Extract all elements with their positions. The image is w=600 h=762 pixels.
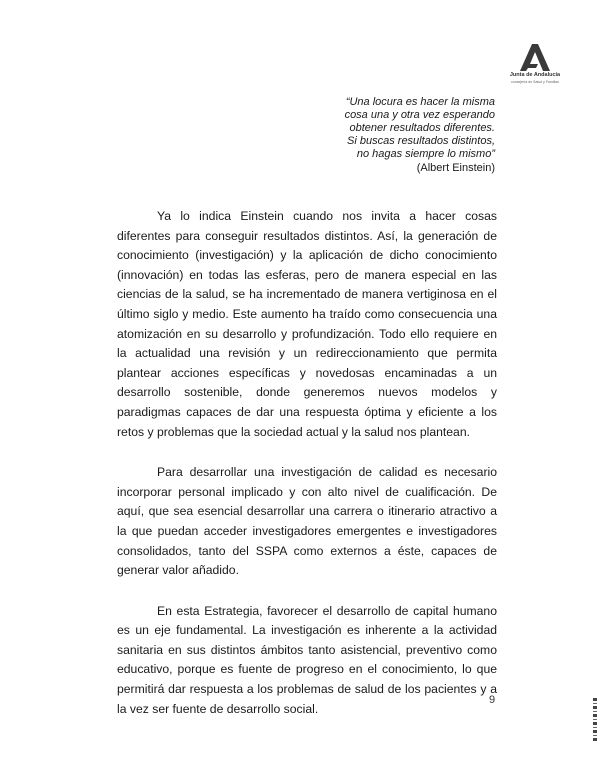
logo-subtitle: consejería de Salud y Familias xyxy=(511,80,559,84)
logo-a-icon xyxy=(518,44,552,72)
logo-name: Junta de Andalucía xyxy=(509,72,561,78)
quote-line: cosa una y otra vez esperando xyxy=(344,109,495,121)
side-barcode-mark xyxy=(593,698,597,742)
body-text xyxy=(117,207,497,740)
quote-line: Si buscas resultados distintos, xyxy=(347,135,495,147)
quote-line: “Una locura es hacer la misma xyxy=(345,96,495,108)
quote-line: no hagas siempre lo mismo” xyxy=(356,148,495,160)
paragraph: Ya lo indica Einstein cuando nos invita a hacer cosas diferentes para conseguir resultados distintos. Así, la generación de conocimiento (investigación) y la aplicación de dicho conocimiento (innovación) en todas las esferas, pero de manera especial en las ciencias de la salud, se ha incrementado de manera vertiginosa en el último siglo y medio. Este aumento ha traído como consecuencia una atomización en su desarrollo y profundización. Todo ello requiere en la actualidad una revisión y un redireccionamiento que permita plantear acciones específicas y novedosas encaminadas a un desarrollo sostenible, donde generemos nuevos modelos y paradigmas capaces de dar una respuesta óptima y eficiente a los retos y problemas que la sociedad actual y la salud nos plantean. xyxy=(117,209,497,439)
page-number: 9 xyxy=(489,694,496,706)
paragraph: En esta Estrategia, favorecer el desarrollo de capital humano es un eje fundamental. La investigación es inherente a la actividad sanitaria en sus distintos ámbitos tanto asistencial, preventivo como educativo, porque es fuente de progreso en el conocimiento, lo que permitirá dar respuesta a los problemas de salud de los pacientes y a la vez ser fuente de desarrollo social. xyxy=(117,603,497,716)
junta-de-andalucia-logo xyxy=(500,44,570,92)
epigraph-quote xyxy=(275,96,495,161)
quote-line: obtener resultados diferentes. xyxy=(349,122,495,134)
paragraph: Para desarrollar una investigación de calidad es necesario incorporar personal implicado y con alto nivel de cualificación. De aquí, que sea esencial desarrollar una carrera o itinerario atractivo a la que puedan acceder investigadores emergentes e investigadores consolidados, tanto del SSPA como externos a éste, capaces de generar valor añadido. xyxy=(117,465,497,578)
quote-author: (Albert Einstein) xyxy=(416,162,495,174)
